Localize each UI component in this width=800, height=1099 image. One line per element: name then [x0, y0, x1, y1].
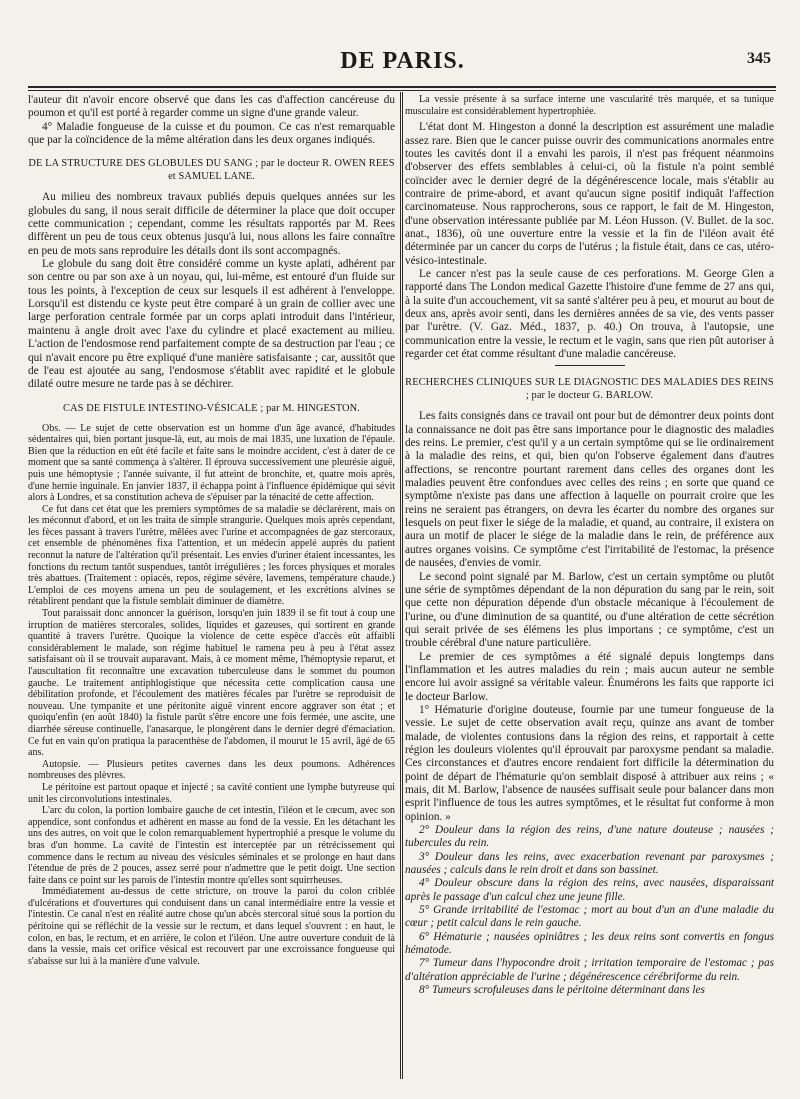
list-item: 7° Tumeur dans l'hypocondre droit ; irritation temporaire de l'estomac ; pas d'altération appréciable de l'urine ; dégénérescence cérébriforme du rein.	[405, 957, 774, 983]
section-title: RECHERCHES CLINIQUES SUR LE DIAGNOSTIC DES MALADIES DES REINS ; par le docteur G. BARLOW.	[405, 377, 774, 402]
section-heading	[405, 376, 774, 402]
page-header	[30, 48, 775, 88]
page-title: DE PARIS.	[340, 48, 465, 74]
paragraph: 4° Maladie fongueuse de la cuisse et du poumon. Ce cas n'est remarquable que par la coïncidence de la même altération dans les deux organes indiqués.	[28, 120, 395, 147]
column-separator-double	[402, 92, 403, 1079]
left-column	[28, 94, 395, 1079]
paragraph: Immédiatement au-dessus de cette stricture, on trouve la paroi du colon criblée d'ulcérations et d'ouvertures qui conduisent dans un canal intermédiaire entre la vessie et l'intestin. Ce canal n'est en réalité autre chose qu'un abcès stercoral situé sous la portion du péritoine qui se réfléchit de la vessie sur le rectum, et dans lequel s'ouvrent : en haut, le colon, en bas, le rectum, et en arrière, le colon et l'iléon. Une autre ouverture conduit de là dans la vessie, mais cet orifice vésical est recouvert par une excroissance fongueuse qui s'abaisse sur lui à la manière d'une valvule.	[28, 886, 395, 967]
header-rule-thin	[28, 90, 776, 91]
paragraph: 1° Hématurie d'origine douteuse, fournie par une tumeur fongueuse de la vessie. Le sujet de cette observation avait reçu, quinze ans avant de tomber malade, de violentes contusions dans la région des reins, et rapportait à cette région les douleurs violentes qu'il éprouvait par paroxysme pendant sa maladie. Ces circonstances et d'autres encore rendaient fort difficile la détermination du point de départ de l'hématurie qu'on semblait disposé à attribuer aux reins ; « mais, dit M. Barlow, l'absence de nausées suffisait seule pour balancer dans mon esprit l'influence de tous les autres symptômes, et le résultat fut conforme à mon opinion. »	[405, 703, 774, 823]
paragraph: Le péritoine est partout opaque et injecté ; sa cavité contient une lymphe butyreuse qui unit les circonvolutions intestinales.	[28, 781, 395, 805]
paragraph: Le second point signalé par M. Barlow, c'est un certain symptôme ou plutôt une série de symptômes dépendant de la non dépuration du sang par le rein, soit que cette non dépuration dépende d'un obstacle mécanique à l'écoulement de l'urine, ou d'une diminution de sa quantité, ou d'une altération de cette sécrétion qui serait privée de ses élémens les plus importans ; ce symptôme, c'est un trouble cérébral d'une nature particulière.	[405, 570, 774, 650]
paragraph: Autopsie. — Plusieurs petites cavernes dans les deux poumons. Adhérences nombreuses des plèvres.	[28, 758, 395, 782]
list-item: 6° Hématurie ; nausées opiniâtres ; les deux reins sont convertis en fongus hématode.	[405, 930, 774, 957]
section-heading	[28, 402, 395, 415]
paragraph: Les faits consignés dans ce travail ont pour but de démontrer deux points dont la connaissance ne doit pas être sans importance pour le diagnostic des maladies des reins. Le premier, c'est qu'il y a un certain symptôme qui se lie ordinairement à la maladie des reins, et qui, bien qu'on l'observe également dans d'autres affections, se rencontre pourtant rarement dans celles des organes dont les maladies peuvent être confondues avec celles des reins ; en sorte que quand ce symptôme n'existe pas dans une affection à laquelle on pourrait croire que les reins ne seraient pas étrangers, on devra les écarter du nombre des organes sur lesquels on peut fixer le siége de la maladie, et quand, au contraire, il existera on aura un motif de placer le siége de la maladie dans le rein, de préférence aux autres organes voisins. Ce symptôme c'est l'irritabilité de l'estomac, la présence de nausées, d'envies de vomir.	[405, 410, 774, 570]
section-title: DE LA STRUCTURE DES GLOBULES DU SANG ; par le docteur R. OWEN REES et SAMUEL LANE.	[28, 158, 395, 183]
paragraph: Le globule du sang doit être considéré comme un kyste aplati, adhérent par son centre ou par son axe à un noyau, qui, lui-même, est entouré d'un fluide sur tous les points, à l'exception de ceux sur lesquels il est adhérent à l'enveloppe. Lorsqu'il est distendu ce kyste peut être comparé à un grain de collier avec une large perforation centrale formée par un corps aplati introduit dans l'intérieur, maintenu à angle droit avec l'axe du cylindre et placé exactement au milieu. L'action de l'endosmose rend parfaitement compte de sa destruction par l'eau ; ce qui n'avait encore pu être expliqué d'une manière satisfaisante ; car, aussitôt que de l'eau est ajoutée au sang, l'endosmose s'établit avec rapidité et le globule dilaté outre mesure ne tarde pas à se déchirer.	[28, 258, 395, 391]
paragraph: Au milieu des nombreux travaux publiés depuis quelques années sur les globules du sang, il nous serait difficile de déterminer la place que doit occuper cette communication ; cependant, comme les résultats rapportés par M. Rees diffèrent un peu de tous ceux obtenus jusqu'à lui, nous allons les faire connaître en peu de mots sans reproduire les détails dont ils sont accompagnés.	[28, 191, 395, 257]
paragraph: L'état dont M. Hingeston a donné la description est assurément une maladie assez rare. Bien que le cancer puisse ouvrir des communications anormales entre toutes les cavités dont il a envahi les parois, il n'est pas fréquent néanmoins d'observer des effets semblables à celui-ci, où la fistule n'a point semblé coïncider avec le dernier degré de la dégénérescence locale, mais s'établir au contraire de prime-abord, et avant qu'aucun signe positif indiquât l'affection carcinomateuse. Nous rapprocherons, sous ce rapport, le fait de M. Hingeston, d'une observation intéressante publiée par M. Léon Husson. (V. Bullet. de la soc. anat., 1836), où une ouverture entre la vessie et la fin de l'iléon avait été déterminée par un cancer du corps de l'utérus ; la fistule était, dans ce cas, utéro-vésico-intestinale.	[405, 121, 774, 267]
paragraph: Ce fut dans cet état que les premiers symptômes de sa maladie se déclarèrent, mais on les méconnut d'abord, et on les traita de simple strangurie. Quelques mois après cependant, les fèces passant à travers l'urètre, mêlées avec l'urine et accompagnées de gaz stercoraux, cet ensemble de phénomènes fixa l'attention, et un médecin appelé auprès du patient reconnut la nature de l'altération qu'il présentait. Les envies d'uriner étaient incessantes, les fonctions du rectum tantôt suspendues, tantôt irrégulières ; les forces physiques et morales très abattues. (Traitement : opiacés, repos, régime sévère, lavemens, température chaude.) L'emploi de ces moyens amena un peu de soulagement, et les excrétions alvines se rétablirent pendant que la fistule semblait diminuer de diamètre.	[28, 503, 395, 608]
paragraph: Le cancer n'est pas la seule cause de ces perforations. M. George Glen a rapporté dans The London medical Gazette l'histoire d'une femme de 27 ans qui, à la suite d'un accouchement, vit sa santé s'altérer peu à peu, et mourut au bout de deux ans, après avoir senti, dans les dernières années de sa vie, des vents passer par l'urètre. (V. Gaz. Méd., 1837, p. 40.) On trouva, à l'autopsie, une communication entre la vessie, le rectum et le vagin, sans que rien pût autoriser à regarder cet état comme résultant d'une maladie cancéreuse.	[405, 267, 774, 361]
section-divider	[555, 365, 625, 366]
list-item: 3° Douleur dans les reins, avec exacerbation revenant par paroxysmes ; nausées ; calculs dans le rein droit et dans son bassinet.	[405, 850, 774, 877]
list-item: 8° Tumeurs scrofuleuses dans le péritoine déterminant dans les	[419, 984, 705, 997]
paragraph: L'arc du colon, la portion lombaire gauche de cet intestin, l'iléon et le cœcum, avec son appendice, sont confondus et adhèrent en masse au fond de la vessie. En les détachant les uns des autres, on voit que le colon remarquablement hypertrophié a presque le volume du bras d'un homme. La cavité de l'intestin est interceptée par un rétrécissement qui commence dans le rectum au niveau des vésicules séminales et se prolonge en haut dans l'étendue de près de 2 pouces, assez serré pour n'admettre que le petit doigt. Une section faite dans ce point sur les parois de l'intestin montre qu'elles sont squirrheuses.	[28, 805, 395, 886]
list-item: 4° Douleur obscure dans la région des reins, avec nausées, disparaissant après le passage d'un calcul chez une jeune fille.	[405, 877, 774, 903]
list-item: 2° Douleur dans la région des reins, d'une nature douteuse ; nausées ; tubercules du rein.	[405, 824, 774, 850]
section-title: CAS DE FISTULE INTESTINO-VÉSICALE ; par M. HINGESTON.	[63, 402, 360, 414]
column-separator	[400, 92, 401, 1079]
paragraph: Tout paraissait donc annoncer la guérison, lorsqu'en juin 1839 il se fit tout à coup une irruption de matières stercorales, solides, liquides et gazeuses, qui sortirent en grande quantité à travers l'urètre. Quoique la violence de cette espèce d'accès eût affaibli considérablement le malade, son régime habituel le ramena peu à peu à l'état assez satisfaisant où il se trouvait auparavant. Mais, à ce moment même, l'hémoptysie reparut, et l'auscultation fit reconnaître une excavation tuberculeuse dans le sommet du poumon gauche. Le traitement antiphlogistique que nécessita cette complication causa une débilitation profonde, et l'écoulement des matières fécales par l'urètre se reproduisit de nouveau. Une tympanite et une péritonite aiguë vinrent encore aggraver son état ; et quoiqu'enfin (en août 1840) la fistule parût s'être encore une fois fermée, une ascite, une diarrhée séreuse continuelle, l'anasarque, le plongèrent dans le dernier degré d'émaciation. Ce fut en vain qu'on pratiqua la paracenthèse de l'abdomen, il mourut le 15 avril, âgé de 65 ans.	[28, 608, 395, 759]
right-column	[405, 94, 774, 1079]
paragraph: La vessie présente à sa surface interne une vascularité très marquée, et sa tunique musculaire est considérablement hypertrophiée.	[405, 94, 774, 117]
section-heading	[28, 157, 395, 183]
page-number: 345	[747, 50, 771, 67]
paragraph: l'auteur dit n'avoir encore observé que dans les cas d'affection cancéreuse du poumon et qu'il est porté à regarder comme un signe d'une grande valeur.	[28, 94, 395, 120]
header-rule	[28, 86, 776, 88]
paragraph: Le premier de ces symptômes a été signalé depuis longtemps dans l'inflammation et les autres maladies du rein ; mais aucun auteur ne semble encore lui avoir assigné sa véritable valeur. Énumérons les faits que rapporte ici le docteur Barlow.	[405, 650, 774, 703]
list-item: 5° Grande irritabilité de l'estomac ; mort au bout d'un an d'une maladie du cœur ; petit calcul dans le rein gauche.	[405, 904, 774, 930]
paragraph: Obs. — Le sujet de cette observation est un homme d'un âge avancé, d'habitudes sédentaires qui, bien portant jusque-là, eut, au mois de mai 1835, une luxation de l'épaule. Bien que la réduction en eût été facile et faite sans le moindre accident, c'est à dater de ce moment que sa santé commença à s'altérer. Il éprouva successivement une pleurésie aiguë, puis une hémoptysie ; l'année suivante, il fut atteint de bronchite, et, quatre mois après, d'une hernie inguinale. En janvier 1837, il échappa point à l'influence épidémique qui sévit alors à Londres, et sa constitution acheva de s'épuiser par la ténacité de cette affection.	[28, 422, 395, 504]
